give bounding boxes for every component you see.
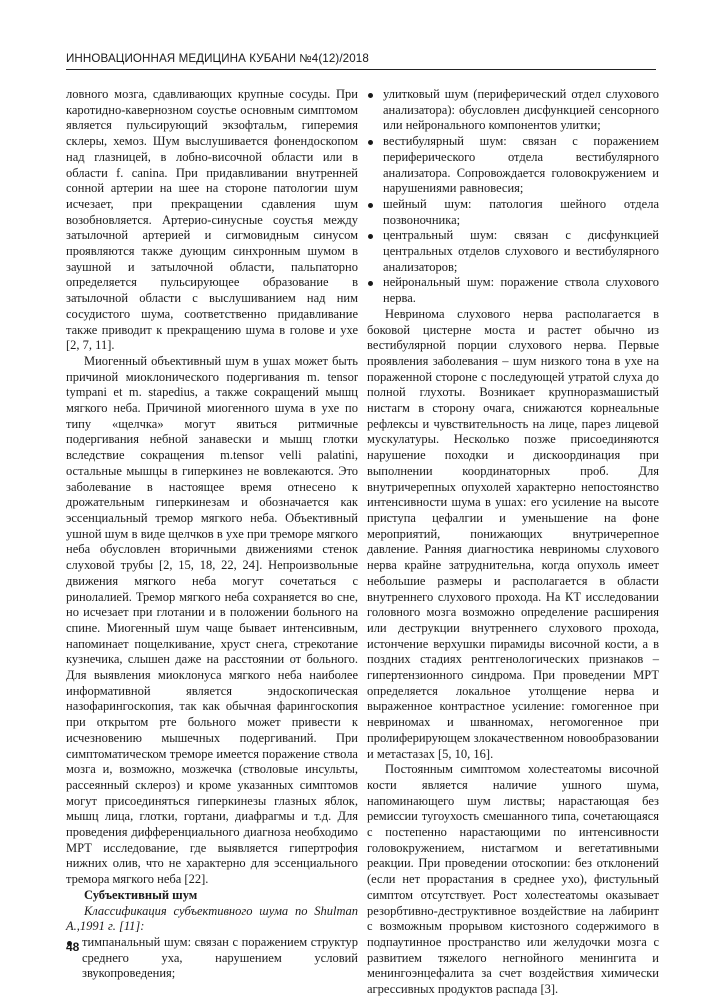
paragraph: Невринома слухового нерва располагается в боковой цистерне моста и растет обычно из вестибулярной порции слухового нерва. Первые проявления заболевания – шум низкого тона в ухе на пораженной стороне с последующей утратой слуха до полной глухоты. Возникает крупноразмашистый нистагм в сторону очага, снижаются корнеальные рефлексы и чувствительность на лице, парез лицевой мускулатуры. Несколько позже присоединяются нарушение походки и дискоординация при выполнении координаторных проб. Для внутричерепных опухолей характерно непостоянство интенсивности шума в ушах: его усиление на высоте приступа цефалгии и уменьшение на фоне мероприятий, понижающих внутричерепное давление. Ранняя диагностика невриномы слухового нерва крайне затруднительна, когда опухоль имеет небольшие размеры и располагается в области внутреннего слухового прохода. На КТ исследовании головного мозга возможно определение расширения или деструкции внутреннего слухового прохода, истончение верхушки пирамиды височной кости, а в поздних стадиях рентгенологических признаков – гипертензионного синдрома. При проведении МРТ определяется локальное утолщение нерва и выраженное контрастное усиление: гомогенное при невриномах и шванномах, негомогенное при пролиферирующем злокачественном новообразовании и метастазах [5, 10, 16]. xyxy=(367,306,659,761)
list-item xyxy=(367,275,659,306)
list-item-text: тимпанальный шум: связан с поражением структур среднего уха, нарушением условий звукопроведения; xyxy=(82,934,358,981)
list-item-text: шейный шум: патология шейного отдела позвоночника; xyxy=(383,196,659,227)
left-column xyxy=(66,87,358,982)
list-item xyxy=(367,87,659,134)
list-item xyxy=(367,134,659,197)
page-number: 48 xyxy=(66,940,80,954)
list-item-text: центральный шум: связан с дисфункцией центральных отделов слухового и вестибулярного анализаторов; xyxy=(383,228,659,274)
list-item-text: улитковый шум (периферический отдел слухового анализатора): обусловлен дисфункцией сенсорного или нейронального компонентов улитки; xyxy=(383,87,659,133)
journal-header: ИННОВАЦИОННАЯ МЕДИЦИНА КУБАНИ №4(12)/2018 xyxy=(66,52,369,65)
bullet-icon xyxy=(368,281,373,286)
right-column xyxy=(367,87,659,998)
list-item xyxy=(367,228,659,275)
list-item xyxy=(367,197,659,228)
header-rule xyxy=(66,69,656,70)
section-subheading: Субъективный шум xyxy=(84,887,198,902)
bullet-icon xyxy=(368,140,373,145)
classification-caption: Классификация субъективного шума по Shulman A.,1991 г. [11]: xyxy=(66,903,358,934)
list-item-text: нейрональный шум: поражение ствола слухового нерва. xyxy=(383,275,659,306)
bullet-icon xyxy=(368,203,373,208)
paragraph: Миогенный объективный шум в ушах может быть причиной миоклонического подергивания m. tensor tympani et m. stapedius, а также сокращений мышц мягкого неба. Причиной миогенного шума в ухе по типу «щелчка» могут явиться ритмичные подергивания небной занавески и мышц глотки вследствие сокращения m.tensor velli palatini, остальные мышцы в гиперкинез не вовлекаются. Это заболевание в настоящее время отнесено к дрожательным гиперкинезам и обозначается как эссенциальный тремор мягкого неба. Объективный ушной шум в виде щелчков в ухе при треморе мягкого неба обусловлен вторичными движениями стенок слуховой трубы [2, 15, 18, 22, 24]. Непроизвольные движения мягкого неба могут сочетаться с ринолалией. Тремор мягкого неба сохраняется во сне, но исчезает при глотании и в положении больного на спине. Миогенный шум чаще бывает интенсивным, напоминает пощелкивание, хруст снега, стрекотание кузнечика, слышен даже на расстоянии от больного. Для выявления миоклонуса мягкого неба наиболее информативной является эндоскопическая назофарингоскопия, так как обычная фарингоскопия при открытом рте больного может привести к исчезновению мышечных подергиваний. При симптоматическом треморе имеется поражение ствола мозга и, возможно, мозжечка (стволовые инсульты, рассеянный склероз) и кроме указанных симптомов могут присоединяться гиперкинезы глазных яблок, мышц лица, глотки, гортани, диафрагмы и т.д. Для проведения дифференциального диагноза необходимо МРТ исследование, где выявляется гипертрофия нижних олив, что не характерно для эссенциального тремора мягкого неба [22]. xyxy=(66,353,358,887)
bullet-icon xyxy=(368,234,373,239)
list-item xyxy=(66,935,358,982)
bullet-icon xyxy=(368,93,373,98)
paragraph: Постоянным симптомом холестеатомы височной кости является наличие ушного шума, напоминающего шум листвы; нарастающая без ремиссии тугоухость смешанного типа, сочетающаяся с постепенно нарастающими по интенсивности головокружением, нистагмом и вегетативными реакции. При проведении отоскопии: без отклонений (если нет прорастания в среднее ухо), фистульный симптом отсутствует. Рост холестеатомы оказывает резорбтивно-деструктивное воздействие на лабиринт с возможным прорывом кистозного содержимого в подпаутинное пространство или желудочки мозга с развитием тяжелого негнойного менингита и менингоэнцефалита за счет воздействия химически агрессивных продуктов распада [3]. xyxy=(367,762,659,997)
list-item-text: вестибулярный шум: связан с поражением периферического отдела вестибулярного анализатора. Сопровождается головокружением и нарушениями равновесия; xyxy=(383,134,659,196)
paragraph: ловного мозга, сдавливающих крупные сосуды. При каротидно-кавернозном соустье основным симптомом является пульсирующий экзофтальм, гиперемия склеры, хемоз. Шум выслушивается фонендоскопом над глазницей, в лобно-височной области или в области f. canina. При придавливании внутренней сонной артерии на шее на стороне патологии шум исчезает, при прекращении сдавления шум возобновляется. Артерио-синусные соустья между затылочной артерией и сигмовидным синусом проявляются также дующим синхронным шумом в заушной и затылочной области, пальпаторно определяется пульсирующее образование в затылочной области с выслушиванием над ним сосудистого шума, соответственно придавливание также приводит к прекращению шума в голове и ухе [2, 7, 11]. xyxy=(66,87,358,353)
